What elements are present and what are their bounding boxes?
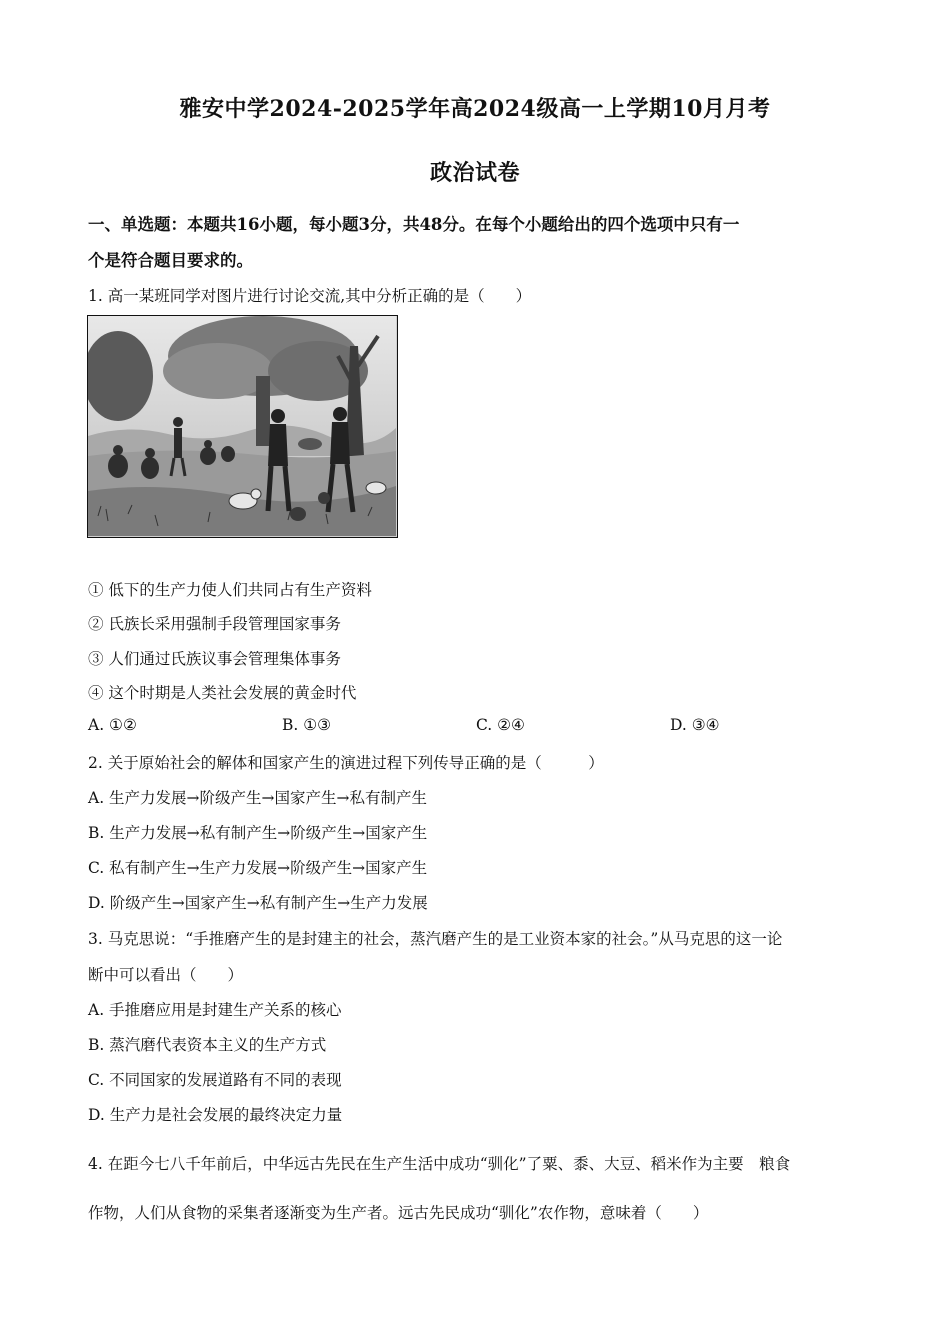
q3-stem-cont: 断中可以看出（ ） (88, 966, 244, 984)
q3-option-c: C. 不同国家的发展道路有不同的表现 (88, 1071, 342, 1089)
q2-option-a: A. 生产力发展→阶级产生→国家产生→私有制产生 (88, 789, 428, 807)
primitive-society-illustration (87, 315, 398, 538)
q1-statement-1: ① 低下的生产力使人们共同占有生产资料 (88, 581, 372, 599)
q1-statement-3: ③ 人们通过氏族议事会管理集体事务 (88, 650, 341, 668)
exam-subject: 政治试卷 (429, 160, 520, 186)
q1-option-b: B. ①③ (282, 716, 332, 734)
q2-option-d: D. 阶级产生→国家产生→私有制产生→生产力发展 (88, 894, 428, 912)
q3-option-d: D. 生产力是社会发展的最终决定力量 (88, 1106, 343, 1124)
q4-stem-cont: 作物，人们从食物的采集者逐渐变为生产者。远古先民成功“驯化”农作物，意味着（ ） (88, 1204, 709, 1222)
q3-option-a: A. 手推磨应用是封建生产关系的核心 (88, 1001, 342, 1019)
q3-stem: 3. 马克思说：“手推磨产生的是封建主的社会，蒸汽磨产生的是工业资本家的社会。”从马克思的这一论 (88, 930, 783, 948)
q2-option-b: B. 生产力发展→私有制产生→阶级产生→国家产生 (88, 824, 428, 842)
exam-title: 雅安中学2024-2025学年高2024级高一上学期10月月考 (179, 96, 771, 122)
q2-stem: 2. 关于原始社会的解体和国家产生的演进过程下列传导正确的是（ ） (88, 754, 604, 772)
q1-option-c: C. ②④ (476, 716, 525, 734)
q1-statement-4: ④ 这个时期是人类社会发展的黄金时代 (88, 684, 357, 702)
q1-option-a: A. ①② (88, 716, 137, 734)
section-heading-cont: 个是符合题目要求的。 (88, 251, 253, 270)
q1-stem: 1. 高一某班同学对图片进行讨论交流,其中分析正确的是（ ） (88, 287, 532, 305)
q3-option-b: B. 蒸汽磨代表资本主义的生产方式 (88, 1036, 327, 1054)
section-heading: 一、单选题：本题共16小题，每小题3分，共48分。在每个小题给出的四个选项中只有一 (88, 215, 740, 234)
q2-option-c: C. 私有制产生→生产力发展→阶级产生→国家产生 (88, 859, 428, 877)
q4-stem: 4. 在距今七八千年前后，中华远古先民在生产生活中成功“驯化”了粟、黍、大豆、稻米作为主要 粮食 (88, 1155, 791, 1173)
q1-option-d: D. ③④ (670, 716, 720, 734)
q1-statement-2: ② 氏族长采用强制手段管理国家事务 (88, 615, 341, 633)
